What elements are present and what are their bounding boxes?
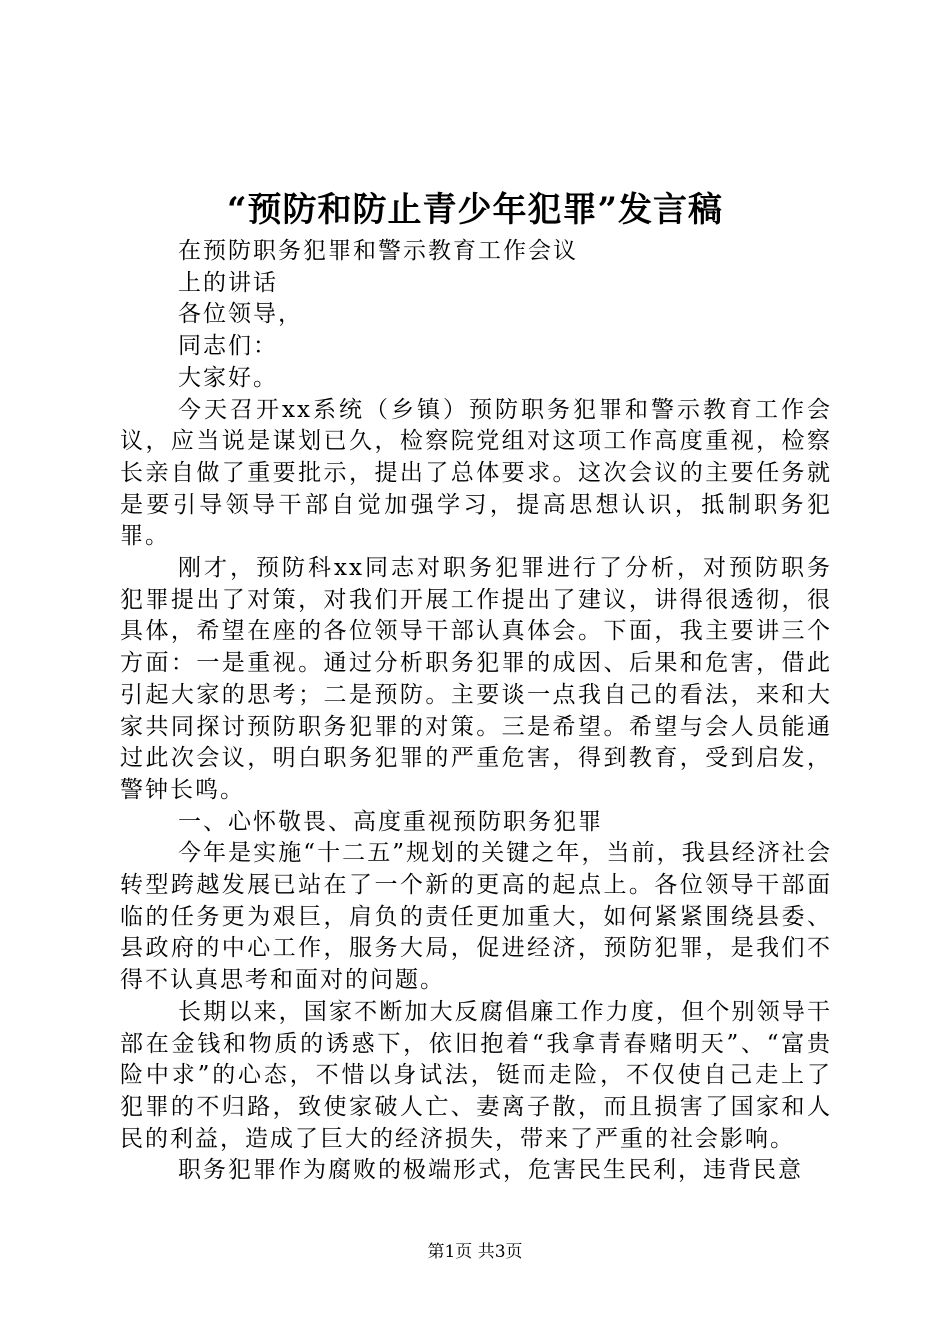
paragraph-1: 今天召开xx系统（乡镇）预防职务犯罪和警示教育工作会议，应当说是谋划已久，检察院党组对这项工作高度重视，检察长亲自做了重要批示，提出了总体要求。这次会议的主要任务就是要引导领导干部自觉加强学习，提高思想认识，抵制职务犯罪。 [120, 396, 832, 550]
paragraph-4: 长期以来，国家不断加大反腐倡廉工作力度，但个别领导干部在金钱和物质的诱惑下，依旧抱着“我拿青春赌明天”、“富贵险中求”的心态，不惜以身试法，铤而走险，不仅使自己走上了犯罪的不归路，致使家破人亡、妻离子散，而且损害了国家和人民的利益，造成了巨大的经济损失，带来了严重的社会影响。 [120, 998, 832, 1152]
salutation-comrades: 同志们： [178, 333, 278, 360]
intro-line-2: 上的讲话 [178, 269, 278, 296]
page-footer: 第1页 共3页 [427, 1242, 523, 1262]
paragraph-5: 职务犯罪作为腐败的极端形式，危害民生民利，违背民意 [178, 1157, 803, 1184]
section-heading-1: 一、心怀敬畏、高度重视预防职务犯罪 [178, 808, 603, 835]
intro-line-1: 在预防职务犯罪和警示教育工作会议 [178, 238, 578, 264]
salutation-leaders: 各位领导， [178, 301, 303, 328]
paragraph-2: 刚才，预防科xx同志对职务犯罪进行了分析，对预防职务犯罪提出了对策，对我们开展工作提出了建议，讲得很透彻，很具体，希望在座的各位领导干部认真体会。下面，我主要讲三个方面：一是重视。通过分析职务犯罪的成因、后果和危害，借此引起大家的思考；二是预防。主要谈一点我自己的看法，来和大家共同探讨预防职务犯罪的对策。三是希望。希望与会人员能通过此次会议，明白职务犯罪的严重危害，得到教育，受到启发，警钟长鸣。 [120, 555, 832, 803]
document-body [120, 236, 832, 1187]
document-title: “预防和防止青少年犯罪”发言稿 [226, 190, 724, 230]
greeting: 大家好。 [178, 364, 278, 391]
paragraph-3: 今年是实施“十二五”规划的关键之年，当前，我县经济社会转型跨越发展已站在了一个新的更高的起点上。各位领导干部面临的任务更为艰巨，肩负的责任更加重大，如何紧紧围绕县委、县政府的中心工作，服务大局，促进经济，预防犯罪，是我们不得不认真思考和面对的问题。 [120, 840, 832, 994]
